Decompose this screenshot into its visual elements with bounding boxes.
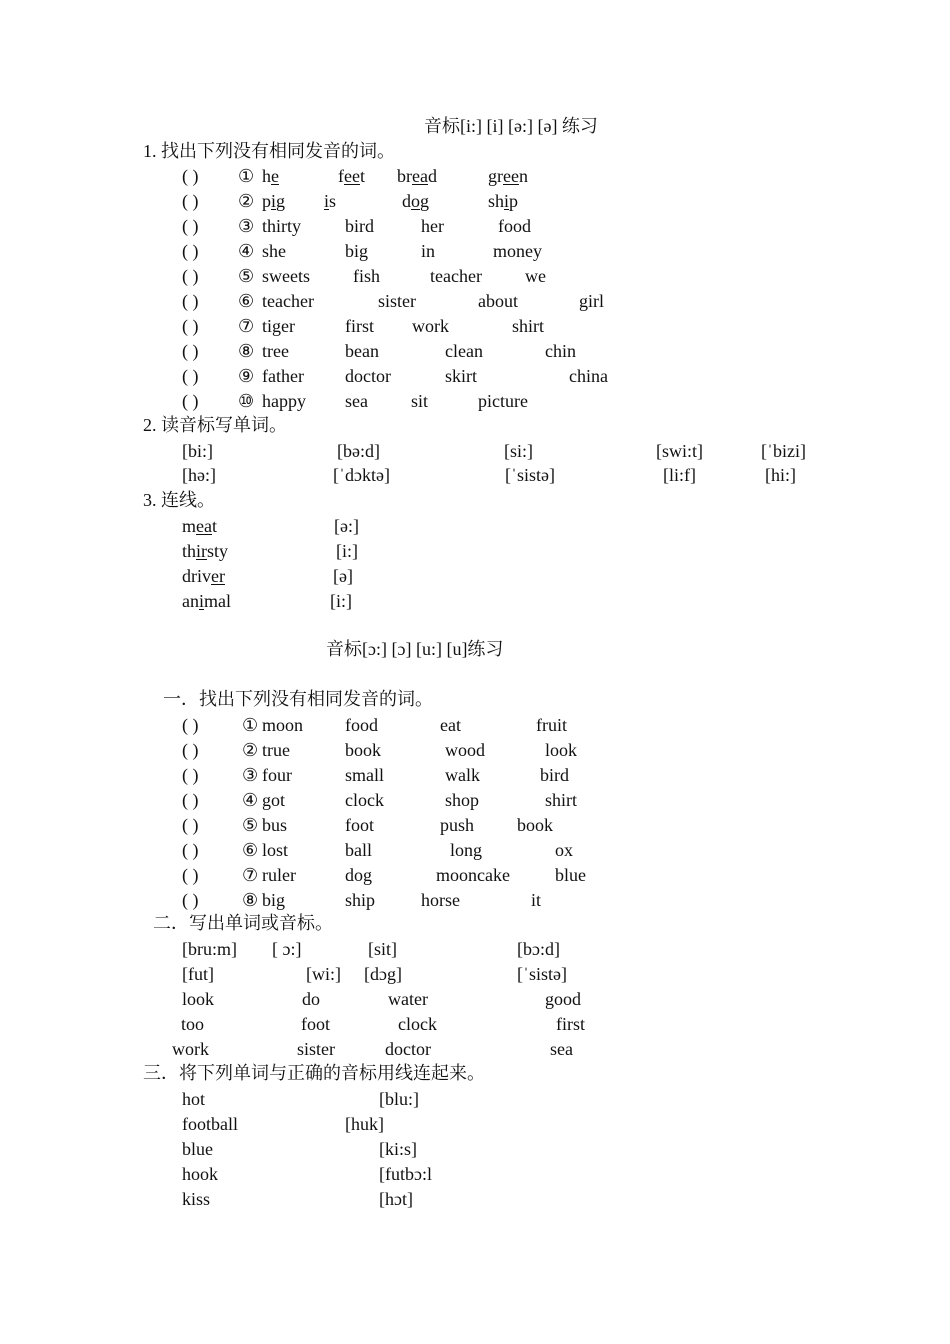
item-number: ② <box>238 191 255 211</box>
choice-word: big <box>345 241 369 261</box>
item-number: ① <box>238 166 255 186</box>
choice-word: long <box>450 840 483 860</box>
item-number: ③ <box>242 765 259 785</box>
choice-word: food <box>498 216 531 236</box>
choice-word: true <box>262 740 290 760</box>
choice-word: about <box>478 291 518 311</box>
ipa-cell: [ˈbizi] <box>761 441 806 461</box>
item-number: ② <box>242 740 259 760</box>
choice-word: tree <box>262 341 289 361</box>
word-cell: clock <box>398 1014 437 1034</box>
answer-blank: ( ) <box>182 391 199 411</box>
choice-word: sister <box>378 291 416 311</box>
item-number: ⑤ <box>242 815 259 835</box>
item-number: ⑦ <box>242 865 259 885</box>
choice-word: ball <box>345 840 372 860</box>
choice-word: it <box>531 890 542 910</box>
answer-blank: ( ) <box>182 740 199 760</box>
choice-word: picture <box>478 391 528 411</box>
ipa-cell: [ˈdɔktə] <box>333 465 390 485</box>
ipa-cell: [bi:] <box>182 441 213 461</box>
answer-blank: ( ) <box>182 366 199 386</box>
choice-word: walk <box>445 765 480 785</box>
word-cell: first <box>556 1014 585 1034</box>
choice-word: bread <box>397 166 437 186</box>
choice-word: green <box>488 166 528 186</box>
choice-word: first <box>345 316 374 336</box>
match-ipa: [hɔt] <box>379 1189 413 1209</box>
word-cell: too <box>181 1014 205 1034</box>
word-cell: sea <box>550 1039 573 1059</box>
ipa-cell: [wi:] <box>306 964 341 984</box>
item-number: ⑤ <box>238 266 255 286</box>
choice-word: bird <box>540 765 569 785</box>
choice-word: happy <box>262 391 306 411</box>
choice-word: he <box>262 166 279 186</box>
answer-blank: ( ) <box>182 291 199 311</box>
choice-word: book <box>345 740 381 760</box>
sheet1-q3-heading: 3. 连线。 <box>143 490 215 510</box>
sheet2-title: 音标[ɔ:] [ɔ] [u:] [u]练习 <box>326 639 504 659</box>
choice-word: ship <box>488 191 519 211</box>
choice-word: bird <box>345 216 374 236</box>
match-word: driver <box>182 566 225 586</box>
match-ipa: [i:] <box>330 591 352 611</box>
match-ipa: [huk] <box>345 1114 384 1134</box>
sheet1-title: 音标[i:] [i] [ə:] [ə] 练习 <box>424 116 598 136</box>
choice-word: girl <box>579 291 604 311</box>
ipa-cell: [ˈsistə] <box>505 465 555 485</box>
choice-word: moon <box>262 715 304 735</box>
ipa-cell: [swi:t] <box>656 441 703 461</box>
choice-word: big <box>262 890 286 910</box>
match-ipa: [ki:s] <box>379 1139 417 1159</box>
answer-blank: ( ) <box>182 715 199 735</box>
match-ipa: [i:] <box>336 541 358 561</box>
choice-word: push <box>440 815 475 835</box>
sheet2-q2-heading: 二．写出单词或音标。 <box>153 913 333 933</box>
choice-word: lost <box>262 840 289 860</box>
choice-word: shirt <box>512 316 545 336</box>
item-number: ⑥ <box>238 291 255 311</box>
answer-blank: ( ) <box>182 765 199 785</box>
ipa-cell: [bru:m] <box>182 939 237 959</box>
word-cell: look <box>182 989 215 1009</box>
match-word: meat <box>182 516 218 536</box>
match-ipa: [ə] <box>333 566 353 586</box>
item-number: ⑧ <box>242 890 259 910</box>
choice-word: tiger <box>262 316 295 336</box>
ipa-cell: [bə:d] <box>337 441 380 461</box>
word-cell: good <box>545 989 581 1009</box>
answer-blank: ( ) <box>182 316 199 336</box>
match-word: blue <box>182 1139 213 1159</box>
ipa-cell: [sit] <box>368 939 397 959</box>
choice-word: horse <box>421 890 460 910</box>
answer-blank: ( ) <box>182 840 199 860</box>
ipa-cell: [si:] <box>504 441 533 461</box>
choice-word: skirt <box>445 366 478 386</box>
item-number: ④ <box>238 241 255 261</box>
word-cell: foot <box>301 1014 330 1034</box>
choice-word: small <box>345 765 384 785</box>
choice-word: teacher <box>262 291 314 311</box>
choice-word: blue <box>555 865 586 885</box>
item-number: ⑧ <box>238 341 255 361</box>
sheet1-q2-heading: 2. 读音标写单词。 <box>143 415 287 435</box>
match-word: kiss <box>182 1189 211 1209</box>
item-number: ⑨ <box>238 366 255 386</box>
choice-word: is <box>324 191 337 211</box>
ipa-cell: [hi:] <box>765 465 796 485</box>
item-number: ① <box>242 715 259 735</box>
item-number: ⑦ <box>238 316 255 336</box>
word-cell: work <box>172 1039 209 1059</box>
choice-word: feet <box>338 166 365 186</box>
choice-word: clean <box>445 341 483 361</box>
answer-blank: ( ) <box>182 191 199 211</box>
answer-blank: ( ) <box>182 890 199 910</box>
choice-word: wood <box>445 740 485 760</box>
choice-word: look <box>545 740 578 760</box>
word-cell: water <box>388 989 428 1009</box>
answer-blank: ( ) <box>182 815 199 835</box>
choice-word: foot <box>345 815 374 835</box>
answer-blank: ( ) <box>182 266 199 286</box>
match-word: hot <box>182 1089 206 1109</box>
ipa-cell: [hə:] <box>182 465 216 485</box>
choice-word: sit <box>411 391 429 411</box>
choice-word: money <box>493 241 542 261</box>
word-cell: doctor <box>385 1039 431 1059</box>
choice-word: work <box>412 316 449 336</box>
match-word: animal <box>182 591 232 611</box>
answer-blank: ( ) <box>182 790 199 810</box>
choice-word: book <box>517 815 553 835</box>
choice-word: father <box>262 366 304 386</box>
choice-word: dog <box>402 191 429 211</box>
answer-blank: ( ) <box>182 341 199 361</box>
choice-word: shirt <box>545 790 578 810</box>
sheet2-q1-heading: 一．找出下列没有相同发音的词。 <box>163 689 433 709</box>
choice-word: teacher <box>430 266 482 286</box>
choice-word: mooncake <box>436 865 510 885</box>
match-word: hook <box>182 1164 218 1184</box>
choice-word: we <box>525 266 546 286</box>
word-cell: sister <box>297 1039 335 1059</box>
choice-word: clock <box>345 790 384 810</box>
match-ipa: [futbɔ:l <box>379 1164 432 1184</box>
match-ipa: [ə:] <box>334 516 359 536</box>
choice-word: eat <box>440 715 461 735</box>
answer-blank: ( ) <box>182 216 199 236</box>
choice-word: four <box>262 765 292 785</box>
choice-word: sweets <box>262 266 310 286</box>
choice-word: ox <box>555 840 573 860</box>
answer-blank: ( ) <box>182 241 199 261</box>
ipa-cell: [ˈsistə] <box>517 964 567 984</box>
ipa-cell: [dɔg] <box>364 964 402 984</box>
choice-word: ship <box>345 890 376 910</box>
choice-word: she <box>262 241 286 261</box>
match-ipa: [blu:] <box>379 1089 419 1109</box>
choice-word: shop <box>445 790 480 810</box>
choice-word: dog <box>345 865 372 885</box>
item-number: ⑩ <box>238 391 255 411</box>
choice-word: chin <box>545 341 576 361</box>
match-word: football <box>182 1114 238 1134</box>
choice-word: ruler <box>262 865 296 885</box>
choice-word: thirty <box>262 216 301 236</box>
word-cell: do <box>302 989 320 1009</box>
choice-word: got <box>262 790 286 810</box>
item-number: ④ <box>242 790 259 810</box>
match-word: thirsty <box>182 541 229 561</box>
choice-word: food <box>345 715 378 735</box>
choice-word: her <box>421 216 444 236</box>
ipa-cell: [fut] <box>182 964 214 984</box>
choice-word: in <box>421 241 436 261</box>
ipa-cell: [li:f] <box>663 465 696 485</box>
choice-word: fruit <box>536 715 567 735</box>
sheet2-q3-heading: 三．将下列单词与正确的音标用线连起来。 <box>143 1063 485 1083</box>
choice-word: sea <box>345 391 368 411</box>
item-number: ⑥ <box>242 840 259 860</box>
choice-word: doctor <box>345 366 391 386</box>
ipa-cell: [bɔ:d] <box>517 939 560 959</box>
choice-word: china <box>569 366 608 386</box>
item-number: ③ <box>238 216 255 236</box>
choice-word: pig <box>262 191 286 211</box>
choice-word: bean <box>345 341 379 361</box>
choice-word: fish <box>353 266 380 286</box>
answer-blank: ( ) <box>182 865 199 885</box>
choice-word: bus <box>262 815 288 835</box>
answer-blank: ( ) <box>182 166 199 186</box>
ipa-cell: [ ɔ:] <box>272 939 302 959</box>
sheet1-q1-heading: 1. 找出下列没有相同发音的词。 <box>143 141 395 161</box>
